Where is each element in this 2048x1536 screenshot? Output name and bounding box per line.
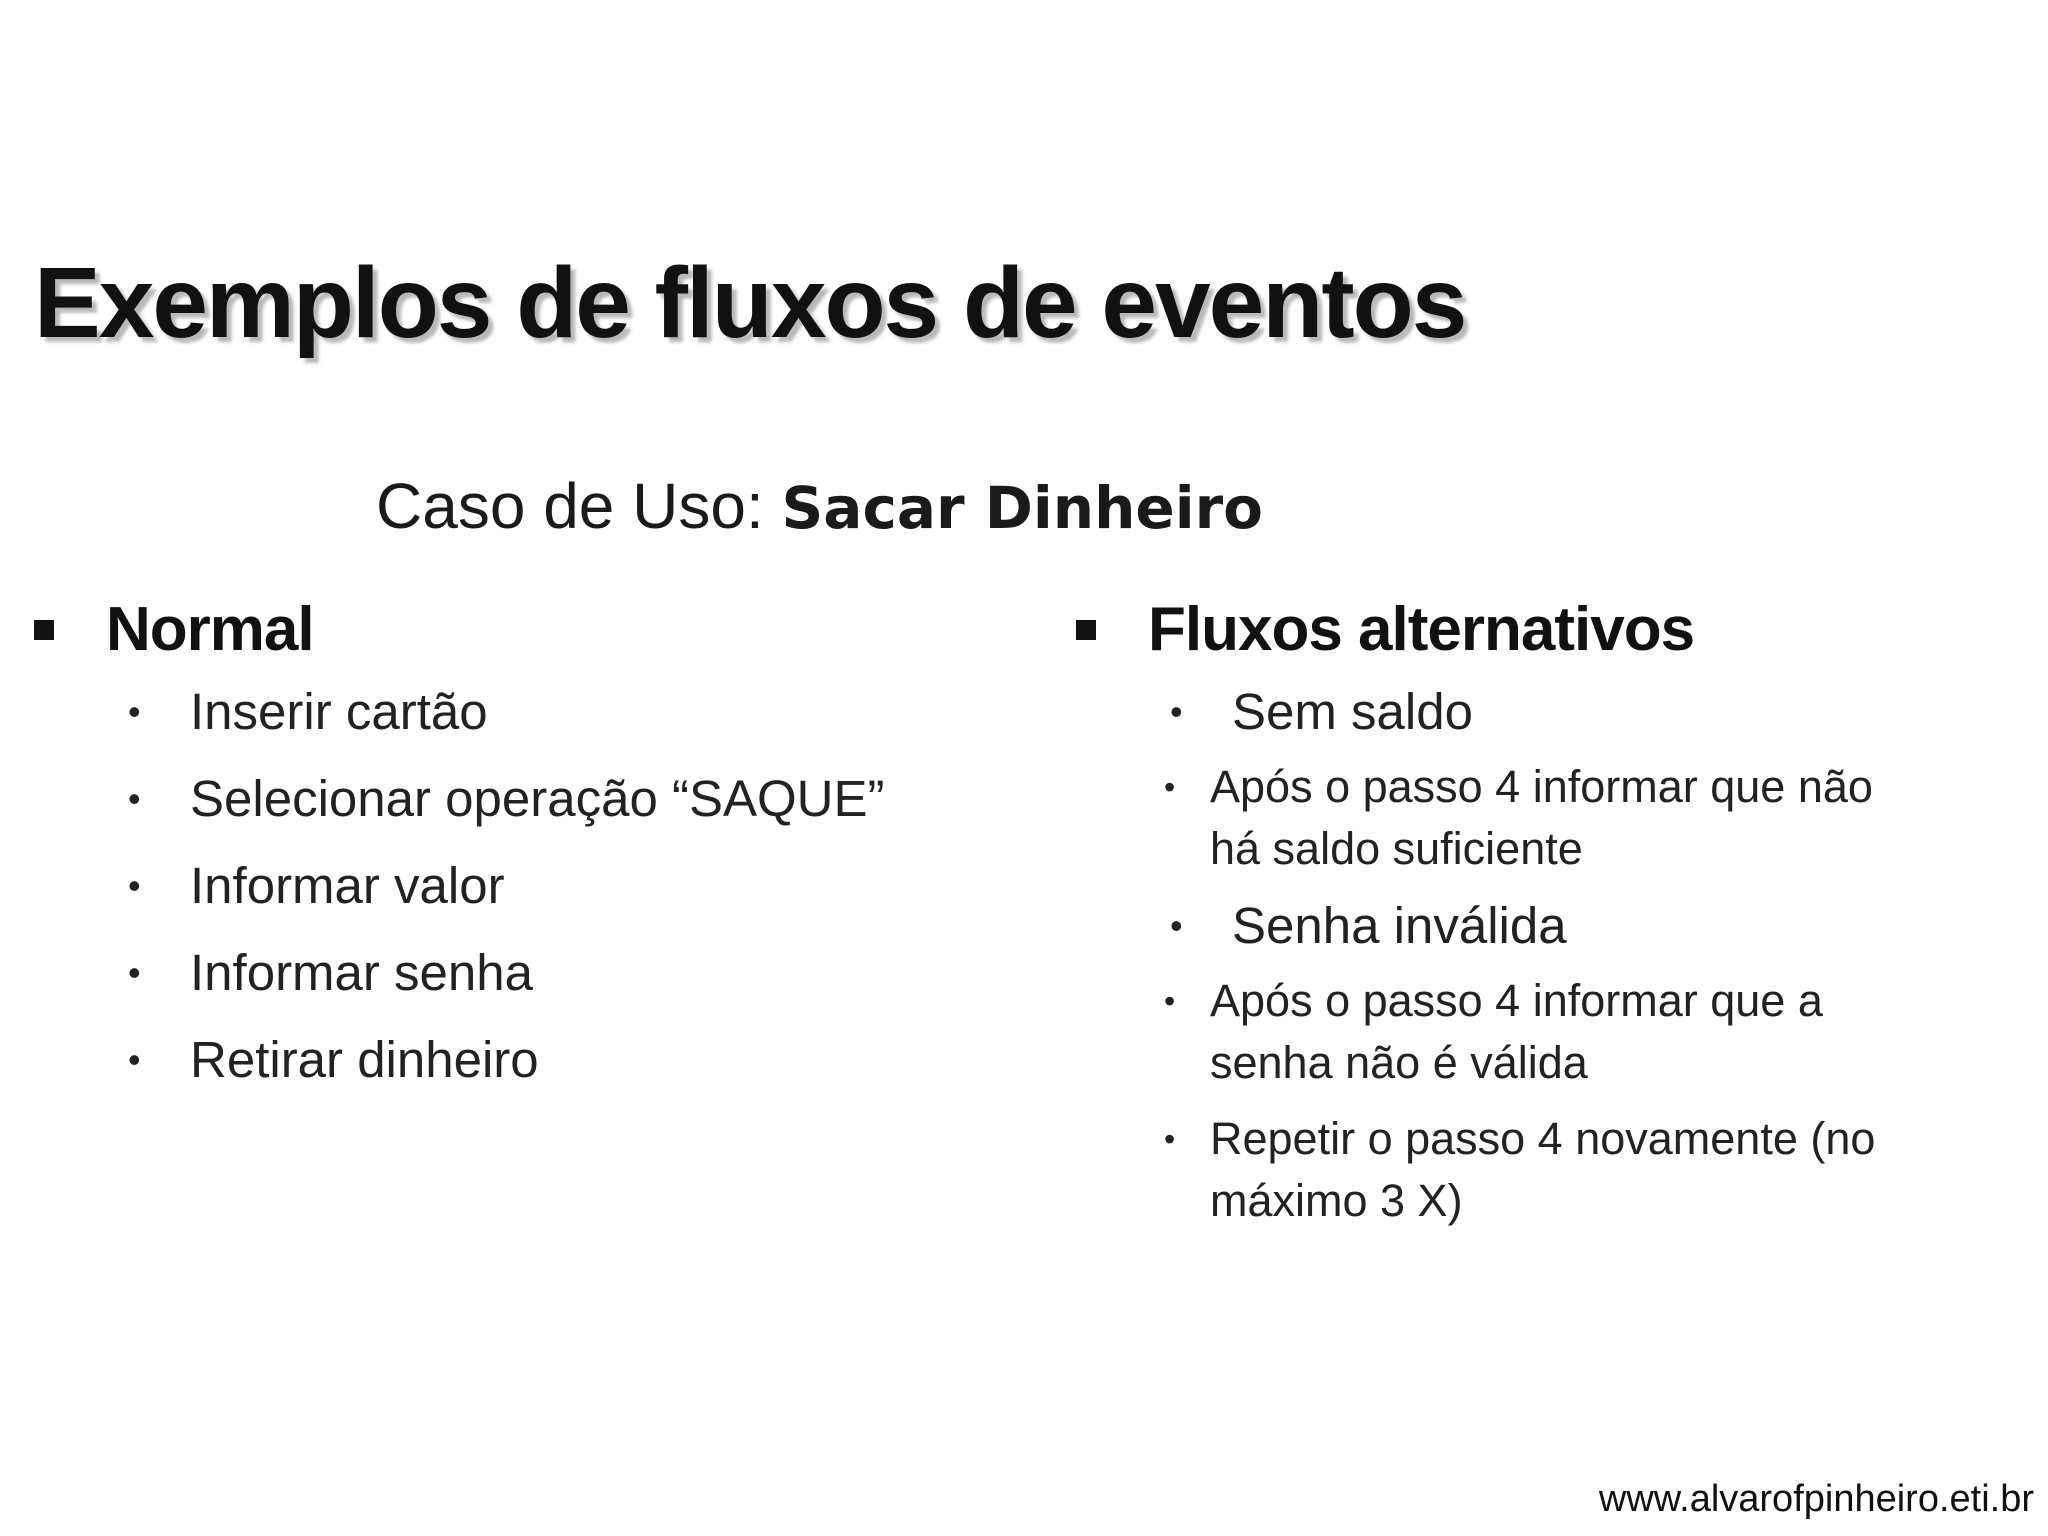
footer-url: www.alvarofpinheiro.eti.br (1598, 1478, 2034, 1520)
sub-list-item-text: Repetir o passo 4 novamente (no máximo 3 X) (1210, 1113, 1876, 1226)
list-item-text: Inserir cartão (190, 683, 488, 740)
list-item (128, 1030, 994, 1090)
bullet-icon: • (128, 1039, 141, 1080)
alternative-flows-section (1076, 592, 2036, 1232)
bullet-icon: • (128, 952, 141, 993)
list-item (128, 943, 994, 1003)
list-item (1170, 896, 2036, 956)
slide-title: Exemplos de fluxos de eventos (34, 247, 1466, 359)
bullet-icon: • (1170, 905, 1183, 946)
normal-flow-heading-row (34, 592, 994, 670)
alternative-flows-list (1076, 682, 2036, 1232)
sub-list-item-text: Após o passo 4 informar que a senha não é válida (1210, 975, 1823, 1088)
normal-flow-heading: Normal (106, 595, 314, 664)
sub-list-item (1164, 756, 1930, 880)
sub-list-item (1164, 970, 1930, 1094)
sub-list-item-text: Após o passo 4 informar que não há saldo suficiente (1210, 761, 1873, 874)
list-item (128, 682, 994, 742)
subtitle-prefix: Caso de Uso: (376, 470, 782, 542)
list-item-text: Senha inválida (1232, 897, 1567, 954)
list-item-text: Informar senha (190, 944, 534, 1001)
list-item-text: Retirar dinheiro (190, 1031, 539, 1088)
bullet-icon: • (128, 865, 141, 906)
list-item-text: Informar valor (190, 857, 505, 914)
bullet-icon: • (128, 778, 141, 819)
bullet-icon: • (128, 691, 141, 732)
square-bullet-icon (1076, 620, 1096, 640)
bullet-icon: • (1164, 983, 1176, 1019)
alternative-flows-heading-row (1076, 592, 2036, 670)
use-case-name: Sacar Dinheiro (781, 474, 1264, 542)
bullet-icon: • (1170, 691, 1183, 732)
normal-flow-list (34, 682, 994, 1090)
bullet-icon: • (1164, 769, 1176, 805)
list-item (128, 856, 994, 916)
list-item (1170, 682, 2036, 742)
list-item-text: Selecionar operação “SAQUE” (190, 770, 885, 827)
alternative-flows-heading: Fluxos alternativos (1148, 595, 1695, 664)
bullet-icon: • (1164, 1121, 1176, 1157)
list-item-text: Sem saldo (1232, 683, 1473, 740)
use-case-subtitle (376, 470, 1263, 544)
list-item (128, 769, 994, 829)
normal-flow-section (34, 592, 994, 1090)
sub-list-item (1164, 1108, 1930, 1232)
square-bullet-icon (34, 620, 54, 640)
